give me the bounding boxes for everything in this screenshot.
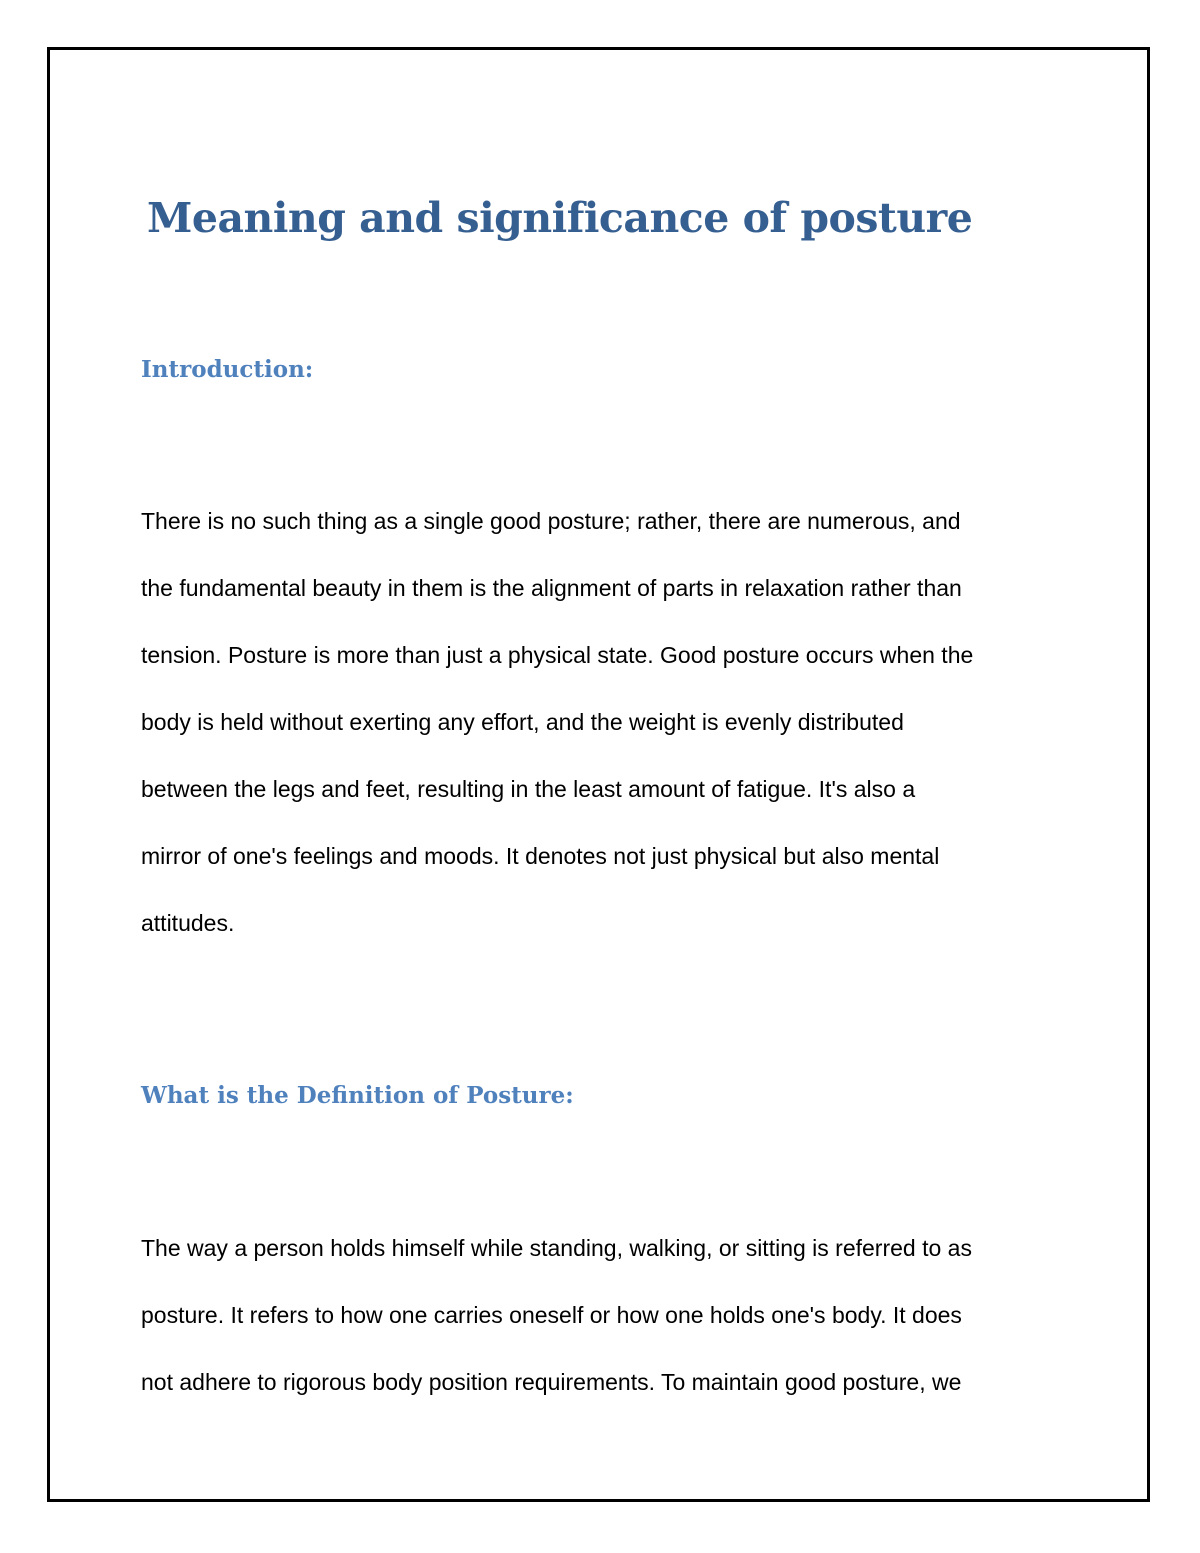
paragraph-line: There is no such thing as a single good posture; rather, there are numerous, and: [141, 508, 961, 534]
document-title: Meaning and significance of posture: [147, 194, 973, 242]
paragraph-line: attitudes.: [141, 910, 235, 936]
paragraph-line: the fundamental beauty in them is the alignment of parts in relaxation rather than: [141, 575, 962, 601]
section-heading-introduction: Introduction:: [141, 356, 314, 383]
paragraph-line: body is held without exerting any effort, and the weight is evenly distributed: [141, 709, 904, 735]
paragraph-line: not adhere to rigorous body position requirements. To maintain good posture, we: [141, 1369, 962, 1395]
section-heading-definition: What is the Definition of Posture:: [141, 1082, 574, 1109]
paragraph-line: mirror of one's feelings and moods. It denotes not just physical but also mental: [141, 843, 940, 869]
paragraph-line: tension. Posture is more than just a physical state. Good posture occurs when the: [141, 642, 974, 668]
paragraph-line: between the legs and feet, resulting in the least amount of fatigue. It's also a: [141, 776, 916, 802]
paragraph-line: The way a person holds himself while standing, walking, or sitting is referred to as: [141, 1235, 972, 1261]
paragraph-line: posture. It refers to how one carries oneself or how one holds one's body. It does: [141, 1302, 962, 1328]
